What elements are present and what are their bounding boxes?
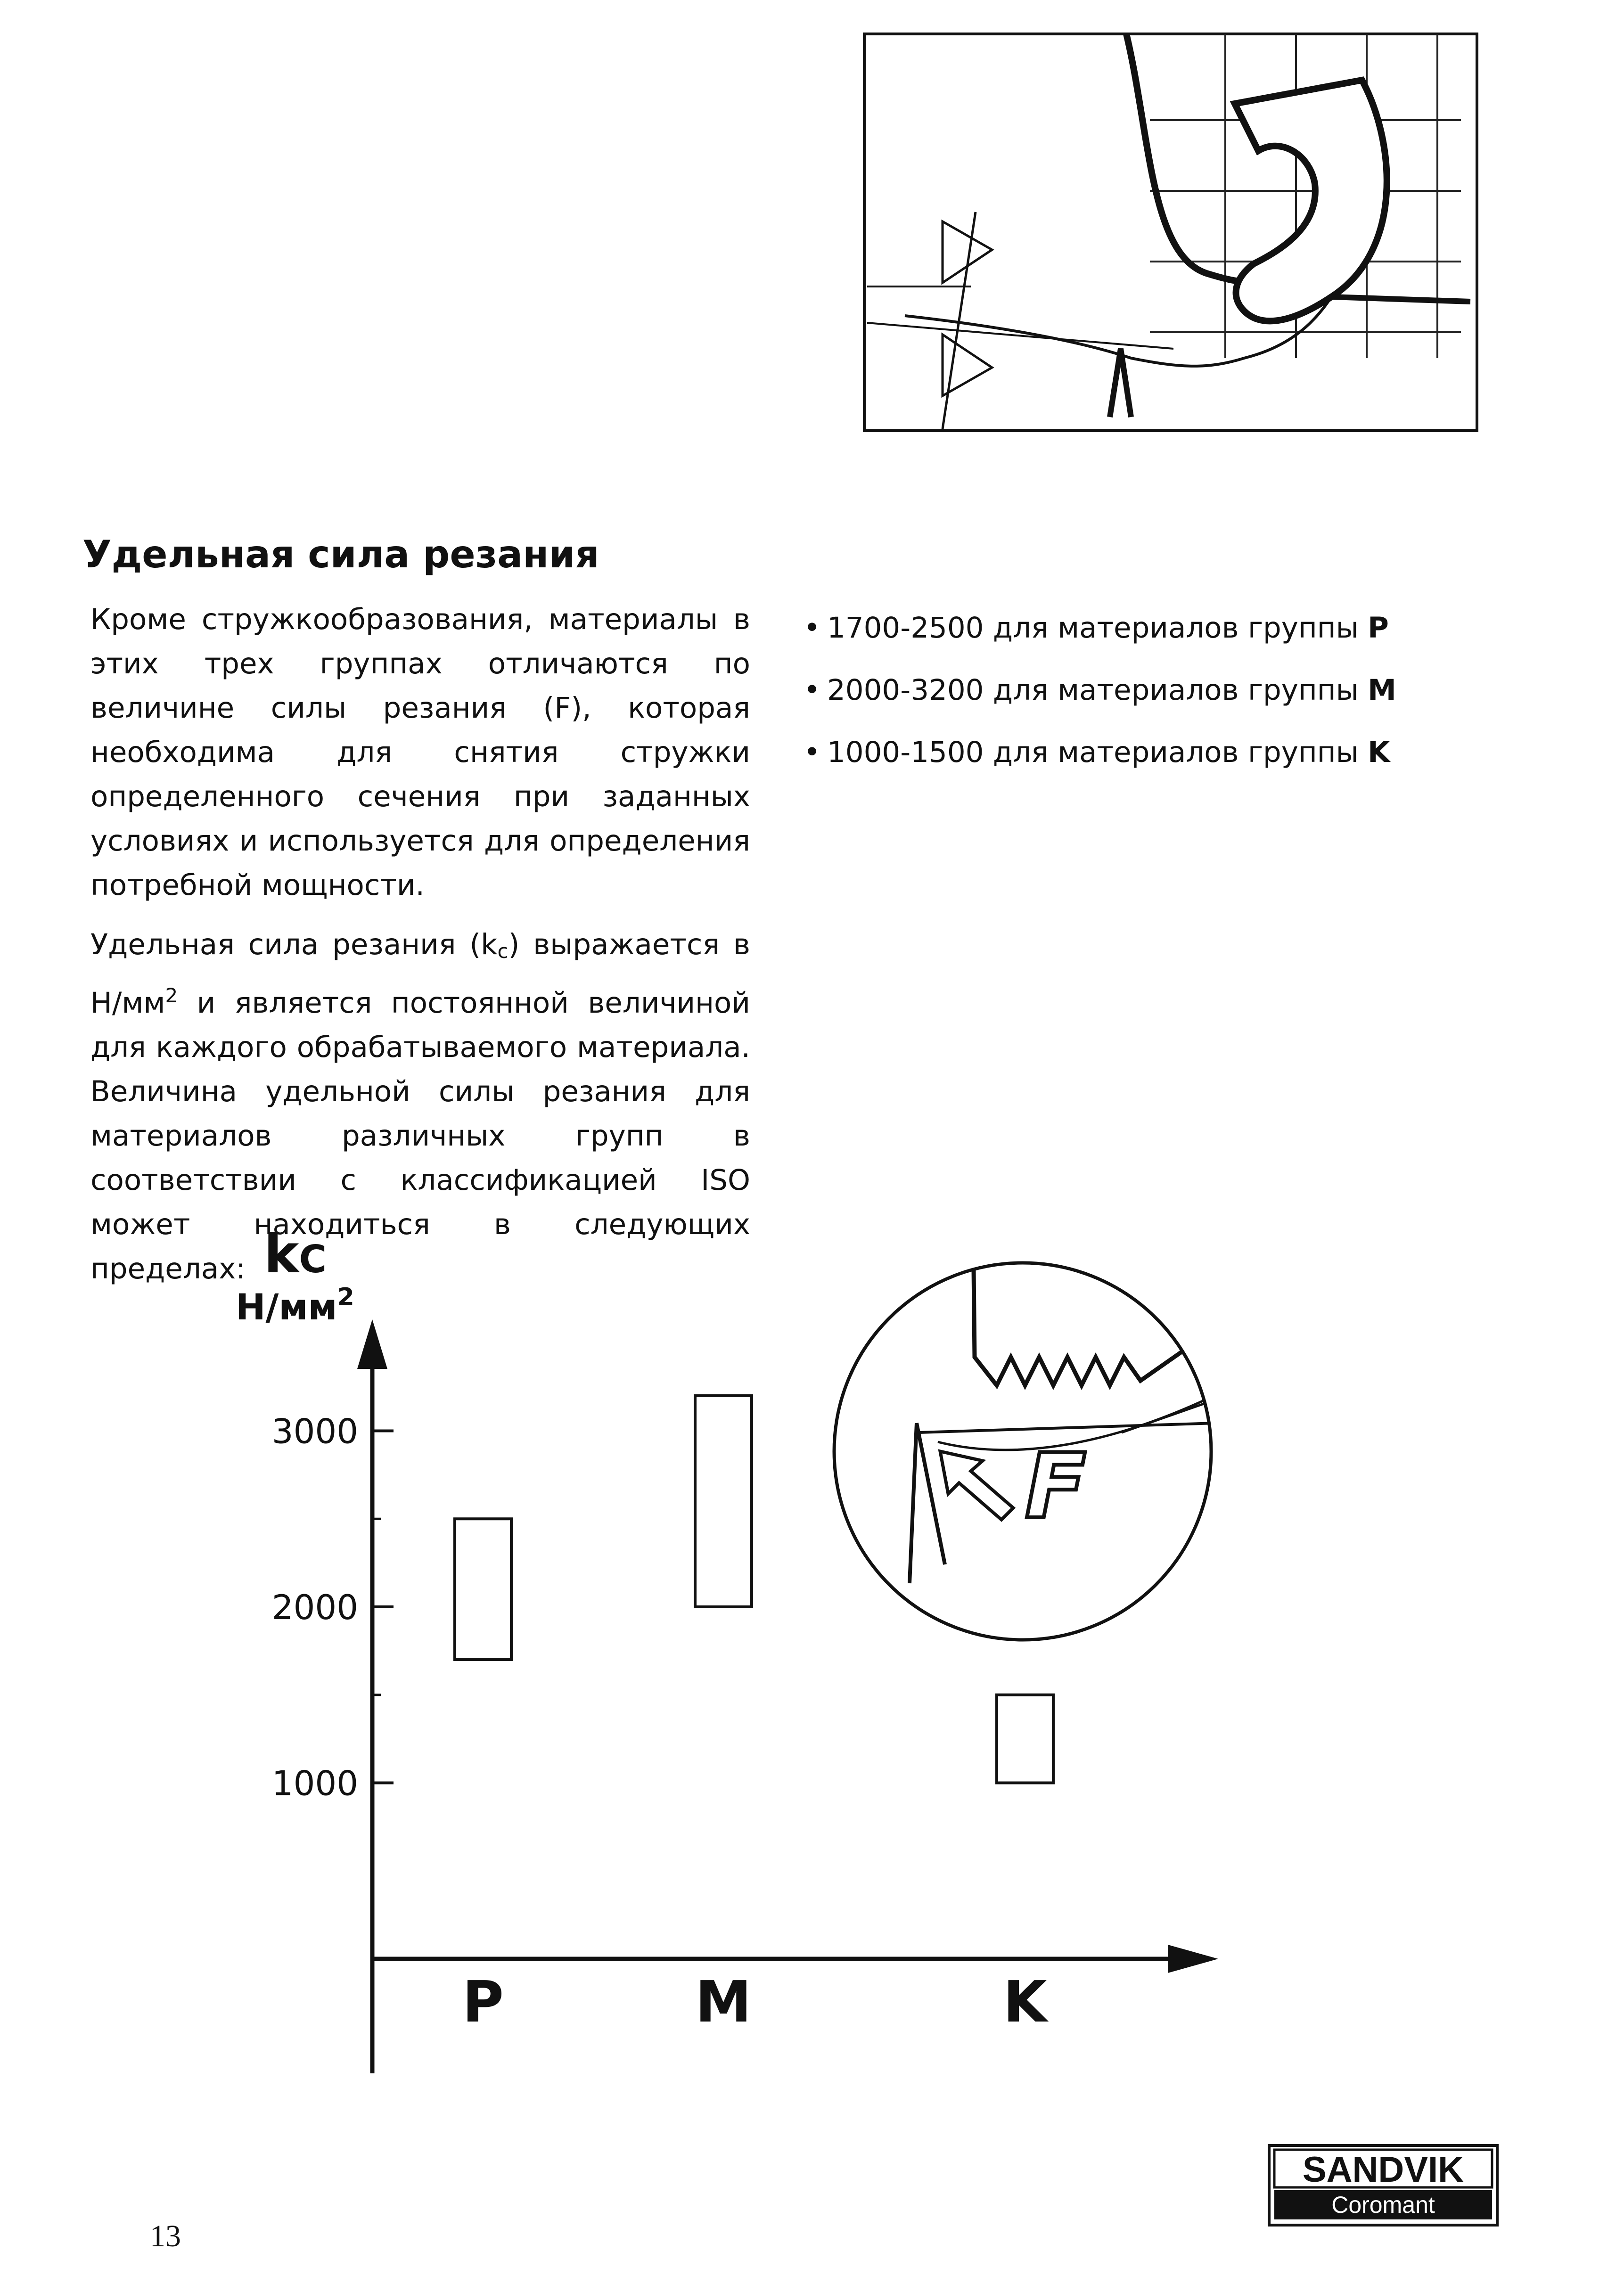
bullet: • bbox=[804, 611, 820, 645]
range-text-k: 1000-1500 для материалов группы bbox=[827, 736, 1368, 769]
range-text-m: 2000-3200 для материалов группы bbox=[827, 673, 1368, 707]
range-item-m bbox=[804, 668, 1463, 712]
range-item-k bbox=[804, 730, 1463, 775]
inset-force-label: F bbox=[1025, 1434, 1086, 1539]
logo-brand-text: SANDVIK bbox=[1302, 2150, 1464, 2190]
y-axis-label-k: k bbox=[264, 1224, 299, 1285]
paragraph-text-c: и является постоянной величиной для каждого обрабатываемого материала. Величина удельной силы резания для материалов различных групп в соответствии с классификацией ISO может находиться в следующих пределах: bbox=[90, 986, 750, 1285]
chip-formation-illustration bbox=[848, 28, 1485, 443]
range-list bbox=[804, 606, 1463, 775]
y-tick-label: 2000 bbox=[271, 1588, 358, 1627]
x-category-label: K bbox=[1003, 1970, 1047, 2035]
unit-superscript: 2 bbox=[165, 984, 178, 1007]
range-bar-p bbox=[455, 1519, 511, 1660]
kc-subscript: c bbox=[497, 940, 509, 963]
range-group-p: P bbox=[1368, 611, 1389, 645]
logo-sub-text: Coromant bbox=[1331, 2192, 1435, 2218]
range-group-m: M bbox=[1368, 673, 1396, 707]
paragraph-text-a: Удельная сила резания (k bbox=[90, 928, 498, 961]
paragraph-text-b: ) выражается в Н/мм bbox=[90, 928, 750, 1020]
y-axis-unit-sup: 2 bbox=[337, 1283, 354, 1311]
x-category-label: P bbox=[462, 1970, 504, 2035]
y-tick-label: 3000 bbox=[271, 1411, 358, 1451]
range-group-k: K bbox=[1368, 736, 1390, 769]
bullet: • bbox=[804, 736, 820, 769]
y-axis-unit-text: Н/мм bbox=[236, 1286, 337, 1328]
sandvik-coromant-logo bbox=[1268, 2144, 1499, 2227]
range-bar-m bbox=[695, 1396, 752, 1607]
x-category-label: M bbox=[695, 1970, 752, 2035]
kc-range-chart bbox=[0, 1178, 1624, 2073]
paragraph-intro: Кроме стружкообразования, материалы в этих трех группах отличаются по величине силы резания (F), которая необходима для снятия стружки определенного сечения при заданных условиях и используется для определения потребной мощности. bbox=[90, 603, 750, 902]
section-title: Удельная сила резания bbox=[82, 532, 599, 576]
bullet: • bbox=[804, 673, 820, 707]
page-number: 13 bbox=[150, 2219, 181, 2253]
range-text-p: 1700-2500 для материалов группы bbox=[827, 611, 1368, 645]
y-axis-unit bbox=[236, 1283, 354, 1328]
range-item-p bbox=[804, 606, 1463, 650]
text-column-right bbox=[804, 598, 1463, 793]
y-axis-label-kc bbox=[264, 1224, 327, 1285]
y-axis-arrow bbox=[357, 1319, 387, 1369]
y-tick-label: 1000 bbox=[271, 1763, 358, 1803]
cutting-edge-inset bbox=[834, 1225, 1216, 1640]
y-axis-label-sub: C bbox=[299, 1237, 327, 1281]
range-bar-k bbox=[997, 1695, 1053, 1783]
x-axis-arrow bbox=[1168, 1945, 1218, 1973]
